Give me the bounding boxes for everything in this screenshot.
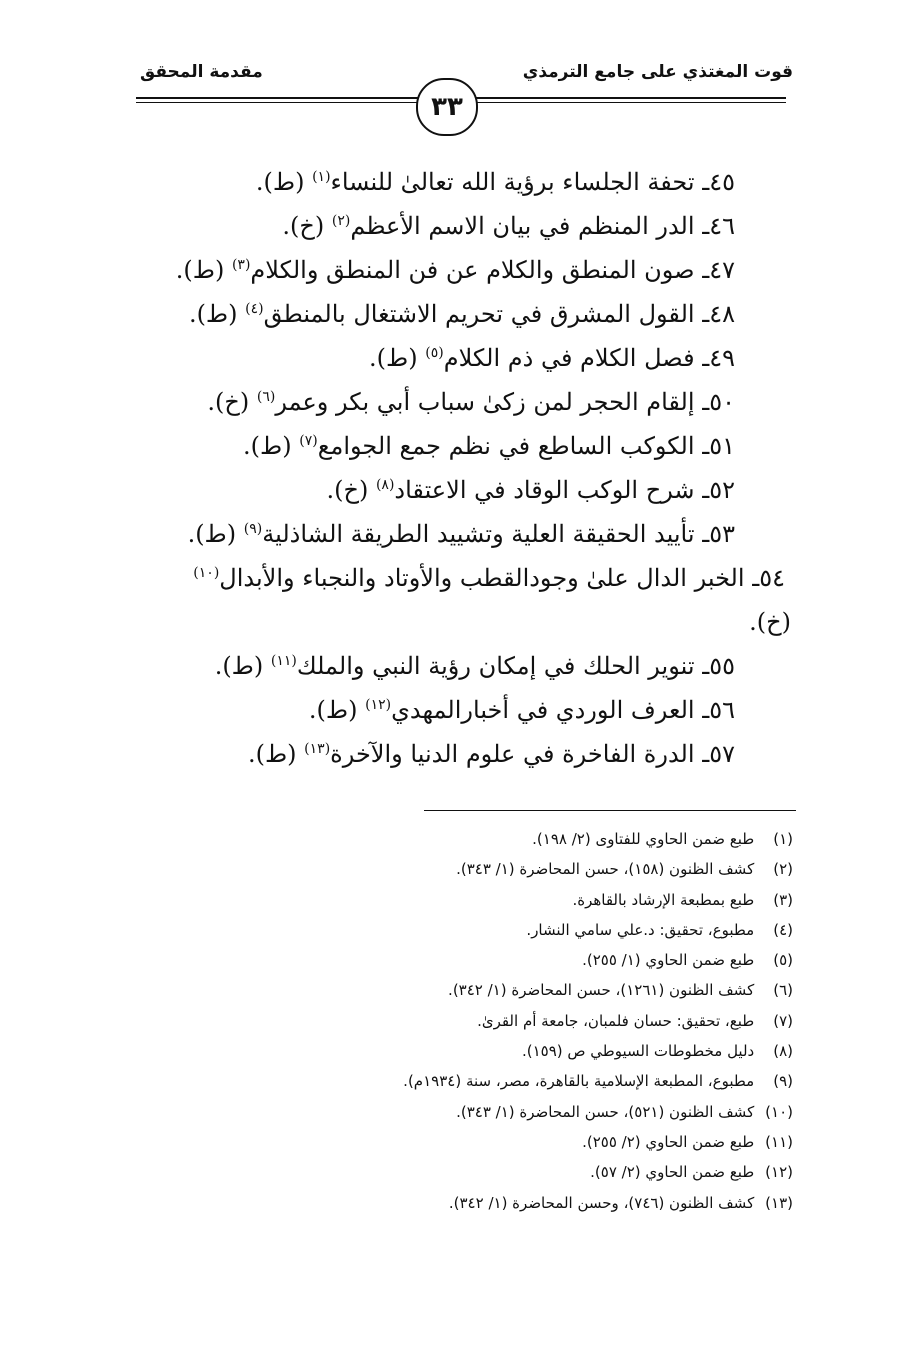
footnote: (١٠) كشف الظنون (٥٢١)، حسن المحاضرة (١/ ٣٤٣).	[456, 1102, 793, 1121]
list-item: ٤٨ـ القول المشرق في تحريم الاشتغال بالمنطق$^{(٤)}$ (ط).	[188, 300, 735, 328]
footnote: (١) طبع ضمن الحاوي للفتاوى (٢/ ١٩٨).	[532, 830, 793, 848]
list-item: ٥٠ـ إلقام الحجر لمن زكىٰ سباب أبي بكر وعمر$^{(٦)}$ (خ).	[207, 388, 735, 416]
list-item: ٥٦ـ العرف الوردي في أخبارالمهدي$^{(١٢)}$ (ط).	[308, 696, 735, 724]
list-item: ٥٣ـ تأييد الحقيقة العلية وتشييد الطريقة الشاذلية$^{(٩)}$ (ط).	[187, 520, 735, 548]
footnote-separator	[424, 810, 796, 811]
footnote: (٤) مطبوع، تحقيق: د.علي سامي النشار.	[526, 920, 793, 939]
footnote-marker: (٤)	[245, 301, 264, 317]
works-list	[125, 160, 791, 776]
footnote: (١١) طبع ضمن الحاوي (٢/ ٢٥٥).	[582, 1132, 793, 1151]
footnote: (١٣) كشف الظنون (٧٤٦)، وحسن المحاضرة (١/ ٣٤٢).	[448, 1193, 793, 1212]
footnote-marker: (٨)	[375, 477, 395, 493]
list-item: ٥٢ـ شرح الوكب الوقاد في الاعتقاد$^{(٨)}$ (خ).	[326, 476, 735, 504]
footnotes	[153, 824, 793, 1218]
list-item: ٤٩ـ فصل الكلام في ذم الكلام$^{(٥)}$ (ط).	[369, 344, 735, 372]
list-item: ٥١ـ الكوكب الساطع في نظم جمع الجوامع$^{(٧)}$ (ط).	[243, 432, 735, 460]
footnote-marker: (٢)	[331, 213, 351, 229]
footnote-marker: (١٣)	[304, 741, 331, 757]
footnote-marker: (١٢)	[365, 697, 392, 713]
list-item: ٤٧ـ صون المنطق والكلام عن فن المنطق والكلام$^{(٣)}$ (ط).	[175, 256, 735, 284]
footnote: (٦) كشف الظنون (١٢٦١)، حسن المحاضرة (١/ ٣٤٢).	[448, 981, 793, 1000]
footnote: (٨) دليل مخطوطات السيوطي ص (١٥٩).	[521, 1042, 793, 1061]
footnote: (٧) طبع، تحقيق: حسان فلمبان، جامعة أم القرىٰ.	[477, 1011, 793, 1030]
footnote: (٣) طبع بمطبعة الإرشاد بالقاهرة.	[572, 890, 793, 909]
footnote: (٩) مطبوع، المطبعة الإسلامية بالقاهرة، مصر، سنة (١٩٣٤م).	[403, 1072, 793, 1091]
list-item-continuation: (خ).	[749, 608, 791, 636]
footnote-marker: (٧)	[299, 433, 318, 449]
running-header-section-title: مقدمة المحقق	[140, 62, 263, 82]
list-item: ٥٧ـ الدرة الفاخرة في علوم الدنيا والآخرة$^{(١٣)}$ (ط).	[247, 740, 735, 768]
list-item: ٥٤ـ الخبر الدال علىٰ وجودالقطب والأوتاد والنجباء والأبدال$^{(١٠)}$	[193, 564, 785, 592]
list-item: ٥٥ـ تنوير الحلك في إمكان رؤية النبي والملك$^{(١١)}$ (ط).	[214, 652, 735, 680]
footnote-marker: (١٠)	[193, 565, 220, 581]
footnote: (١٢) طبع ضمن الحاوي (٢/ ٥٧).	[590, 1163, 793, 1182]
footnote-marker: (١)	[312, 169, 331, 185]
running-header-book-title: قوت المغتذي على جامع الترمذي	[522, 62, 793, 82]
footnote-marker: (٩)	[243, 521, 263, 537]
list-item: ٤٥ـ تحفة الجلساء برؤية الله تعالىٰ للنساء$^{(١)}$ (ط).	[255, 168, 735, 196]
list-item: ٤٦ـ الدر المنظم في بيان الاسم الأعظم$^{(٢)}$ (خ).	[282, 212, 735, 240]
footnote-marker: (٣)	[231, 257, 251, 273]
page-number: ٣٣	[416, 78, 478, 136]
footnote: (٢) كشف الظنون (١٥٨)، حسن المحاضرة (١/ ٣٤٣).	[456, 860, 793, 879]
footnote: (٥) طبع ضمن الحاوي (١/ ٢٥٥).	[582, 951, 793, 970]
footnote-marker: (٦)	[256, 389, 276, 405]
footnote-marker: (٥)	[425, 345, 444, 361]
footnote-marker: (١١)	[270, 653, 297, 669]
